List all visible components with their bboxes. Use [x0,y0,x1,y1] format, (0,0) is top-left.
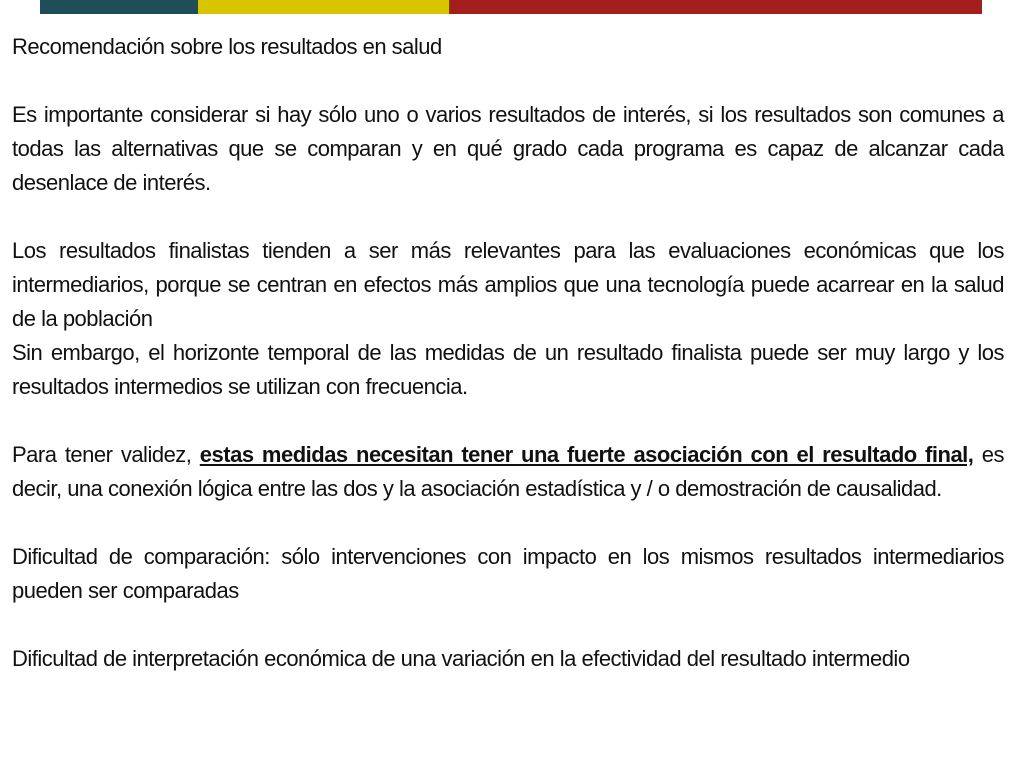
top-bar-red-segment [449,0,982,14]
paragraph-comparison-difficulty: Dificultad de comparación: sólo intervenciones con impacto en los mismos resultados intermediarios pueden ser comparadas [12,544,1004,603]
paragraph-validity [12,438,1004,506]
top-bar-teal-segment [40,0,198,14]
validity-emphasis-text: estas medidas necesitan tener una fuerte asociación con el resultado final, [199,442,974,467]
top-color-bar [40,0,982,14]
validity-trailing-text: es decir, una conexión lógica entre las dos y la asociación estadística y / o demostración de causalidad. [12,442,1004,501]
paragraph-outcomes-interest: Es importante considerar si hay sólo uno o varios resultados de interés, si los resultados son comunes a todas las alternativas que se comparan y en qué grado cada programa es capaz de alcanzar cada desenlace de interés. [12,102,1004,195]
paragraph-interpretation-difficulty: Dificultad de interpretación económica de una variación en la efectividad del resultado intermedio [12,646,910,671]
paragraph-time-horizon: Sin embargo, el horizonte temporal de las medidas de un resultado finalista puede ser muy largo y los resultados intermedios se utilizan con frecuencia. [12,340,1004,399]
top-bar-yellow-segment [198,0,449,14]
validity-lead-text: Para tener validez, [12,442,200,467]
paragraph-final-outcomes: Los resultados finalistas tienden a ser más relevantes para las evaluaciones económicas que los intermediarios, porque se centran en efectos más amplios que una tecnología puede acarrear en la salud de la población [12,238,1004,331]
slide-body [12,30,1004,676]
slide-heading: Recomendación sobre los resultados en salud [12,34,442,59]
